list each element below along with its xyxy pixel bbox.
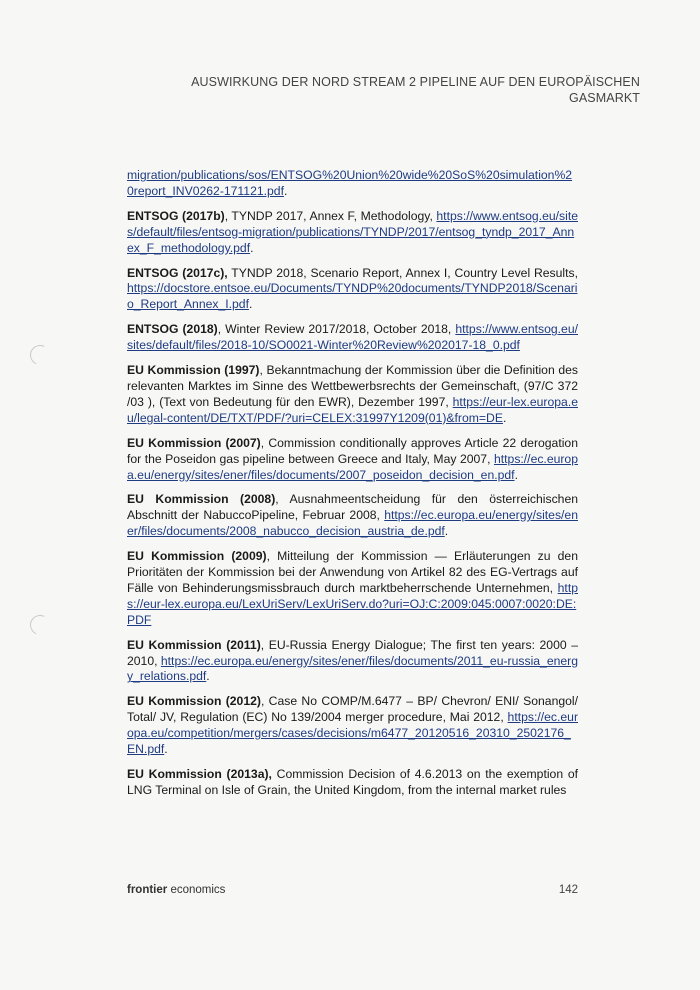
brand-name: frontier <box>127 884 168 896</box>
reference-author: EU Kommission (2013a), <box>127 767 272 781</box>
reference-entry <box>127 638 578 686</box>
reference-link[interactable]: https://www.entsog.eu/sites/default/files/2018-10/SO0021-Winter%20Review%202017-18_0.pdf <box>127 322 578 353</box>
reference-link[interactable]: https://ec.europa.eu/competition/mergers/cases/decisions/m6477_20120516_20310_2502176_EN.pdf <box>127 710 578 757</box>
footer-brand <box>127 884 225 896</box>
reference-trailing-punctuation: . <box>164 742 168 757</box>
page-number: 142 <box>558 884 578 896</box>
punch-hole-mark <box>27 612 53 638</box>
reference-link[interactable]: https://ec.europa.eu/energy/sites/ener/files/documents/2008_nabucco_decision_austria_de.pdf <box>127 508 578 539</box>
reference-link[interactable]: https://ec.europa.eu/energy/sites/ener/files/documents/2007_poseidon_decision_en.pdf <box>127 451 578 482</box>
reference-text: , Bekanntmachung der Kommission über die Definition des relevanten Marktes im Sinne des Wettbewerbsrechts der Gemeinschaft, (97/C 372 /03 ), (Text von Bedeutung für den EWR), Dezember 1997, <box>127 363 578 409</box>
reference-text: , TYNDP 2017, Annex F, Methodology, <box>224 208 437 223</box>
brand-suffix: economics <box>170 884 226 896</box>
header-line-2: GASMARKT <box>569 91 640 105</box>
reference-link[interactable]: migration/publications/sos/ENTSOG%20Union%20wide%20SoS%20simulation%20report_INV0262-171121.pdf <box>127 168 573 198</box>
reference-entry <box>127 322 578 354</box>
bibliography-list <box>127 168 578 808</box>
reference-link[interactable]: https://eur-lex.europa.eu/legal-content/DE/TXT/PDF/?uri=CELEX:31997Y1209(01)&from=DE <box>127 394 578 425</box>
reference-author: EU Kommission (1997) <box>127 363 260 378</box>
reference-author: EU Kommission (2008) <box>127 492 276 507</box>
punch-hole-mark <box>27 342 53 368</box>
reference-trailing-punctuation: . <box>444 524 449 539</box>
reference-author: EU Kommission (2012) <box>127 694 261 709</box>
reference-entry <box>127 694 578 758</box>
reference-text: , Mitteilung der Kommission — Erläuterungen zu den Prioritäten der Kommission bei der Anwendung von Artikel 82 des EG-Vertrags auf Fälle von Behinderungsmissbrauch durch marktbeherrschende Unternehmen, <box>127 549 578 595</box>
reference-text: , Case No COMP/M.6477 – BP/ Chevron/ ENI/ Sonangol/ Total/ JV, Regulation (EC) No 139/2004 merger procedure, Mai 2012, <box>127 694 579 725</box>
reference-text: , Commission conditionally approves Article 22 derogation for the Poseidon gas pipeline between Greece and Italy, May 2007, <box>127 435 578 466</box>
reference-author: ENTSOG (2017b) <box>127 208 225 223</box>
reference-trailing-punctuation: . <box>250 240 254 255</box>
reference-trailing-punctuation: . <box>502 410 507 425</box>
reference-trailing-punctuation: . <box>514 467 518 482</box>
reference-trailing-punctuation: . <box>206 669 210 684</box>
reference-entry <box>127 549 578 629</box>
reference-author: ENTSOG (2018) <box>127 322 218 337</box>
reference-link[interactable]: https://www.entsog.eu/sites/default/files/entsog-migration/publications/TYNDP/2017/entsog_tyndp_2017_Annex_F_methodology.pdf <box>127 208 578 255</box>
running-header <box>180 74 640 106</box>
reference-author: EU Kommission (2011) <box>127 637 261 652</box>
reference-entry <box>127 168 578 200</box>
reference-entry <box>127 767 578 799</box>
reference-text: , Ausnahmeentscheidung für den österreichischen Abschnitt der NabuccoPipeline, Februar 2008, <box>127 492 579 523</box>
reference-author: EU Kommission (2009) <box>127 549 267 564</box>
reference-text: Commission Decision of 4.6.2013 on the exemption of LNG Terminal on Isle of Grain, the United Kingdom, from the internal market rules <box>127 767 579 797</box>
reference-entry <box>127 209 578 257</box>
reference-author: EU Kommission (2007) <box>127 435 261 450</box>
reference-trailing-punctuation: . <box>248 297 253 312</box>
reference-entry <box>127 363 578 427</box>
reference-link[interactable]: https://ec.europa.eu/energy/sites/ener/files/documents/2011_eu-russia_energy_relations.pdf <box>127 653 579 684</box>
reference-entry <box>127 492 578 540</box>
reference-link[interactable]: https://eur-lex.europa.eu/LexUriServ/LexUriServ.do?uri=OJ:C:2009:045:0007:0020:DE:PDF <box>127 580 578 627</box>
reference-entry <box>127 436 578 484</box>
reference-entry <box>127 266 578 314</box>
reference-author: ENTSOG (2017c), <box>127 265 228 280</box>
reference-trailing-punctuation: . <box>283 183 288 198</box>
reference-link[interactable]: https://docstore.entsoe.eu/Documents/TYNDP%20documents/TYNDP2018/Scenario_Report_Annex_I.pdf <box>127 281 578 312</box>
reference-text: , Winter Review 2017/2018, October 2018, <box>217 322 456 337</box>
reference-text: TYNDP 2018, Scenario Report, Annex I, Country Level Results, <box>227 265 578 280</box>
header-line-1: AUSWIRKUNG DER NORD STREAM 2 PIPELINE AUF DEN EUROPÄISCHEN <box>191 75 640 89</box>
reference-text: , EU-Russia Energy Dialogue; The first ten years: 2000 – 2010, <box>127 637 578 668</box>
